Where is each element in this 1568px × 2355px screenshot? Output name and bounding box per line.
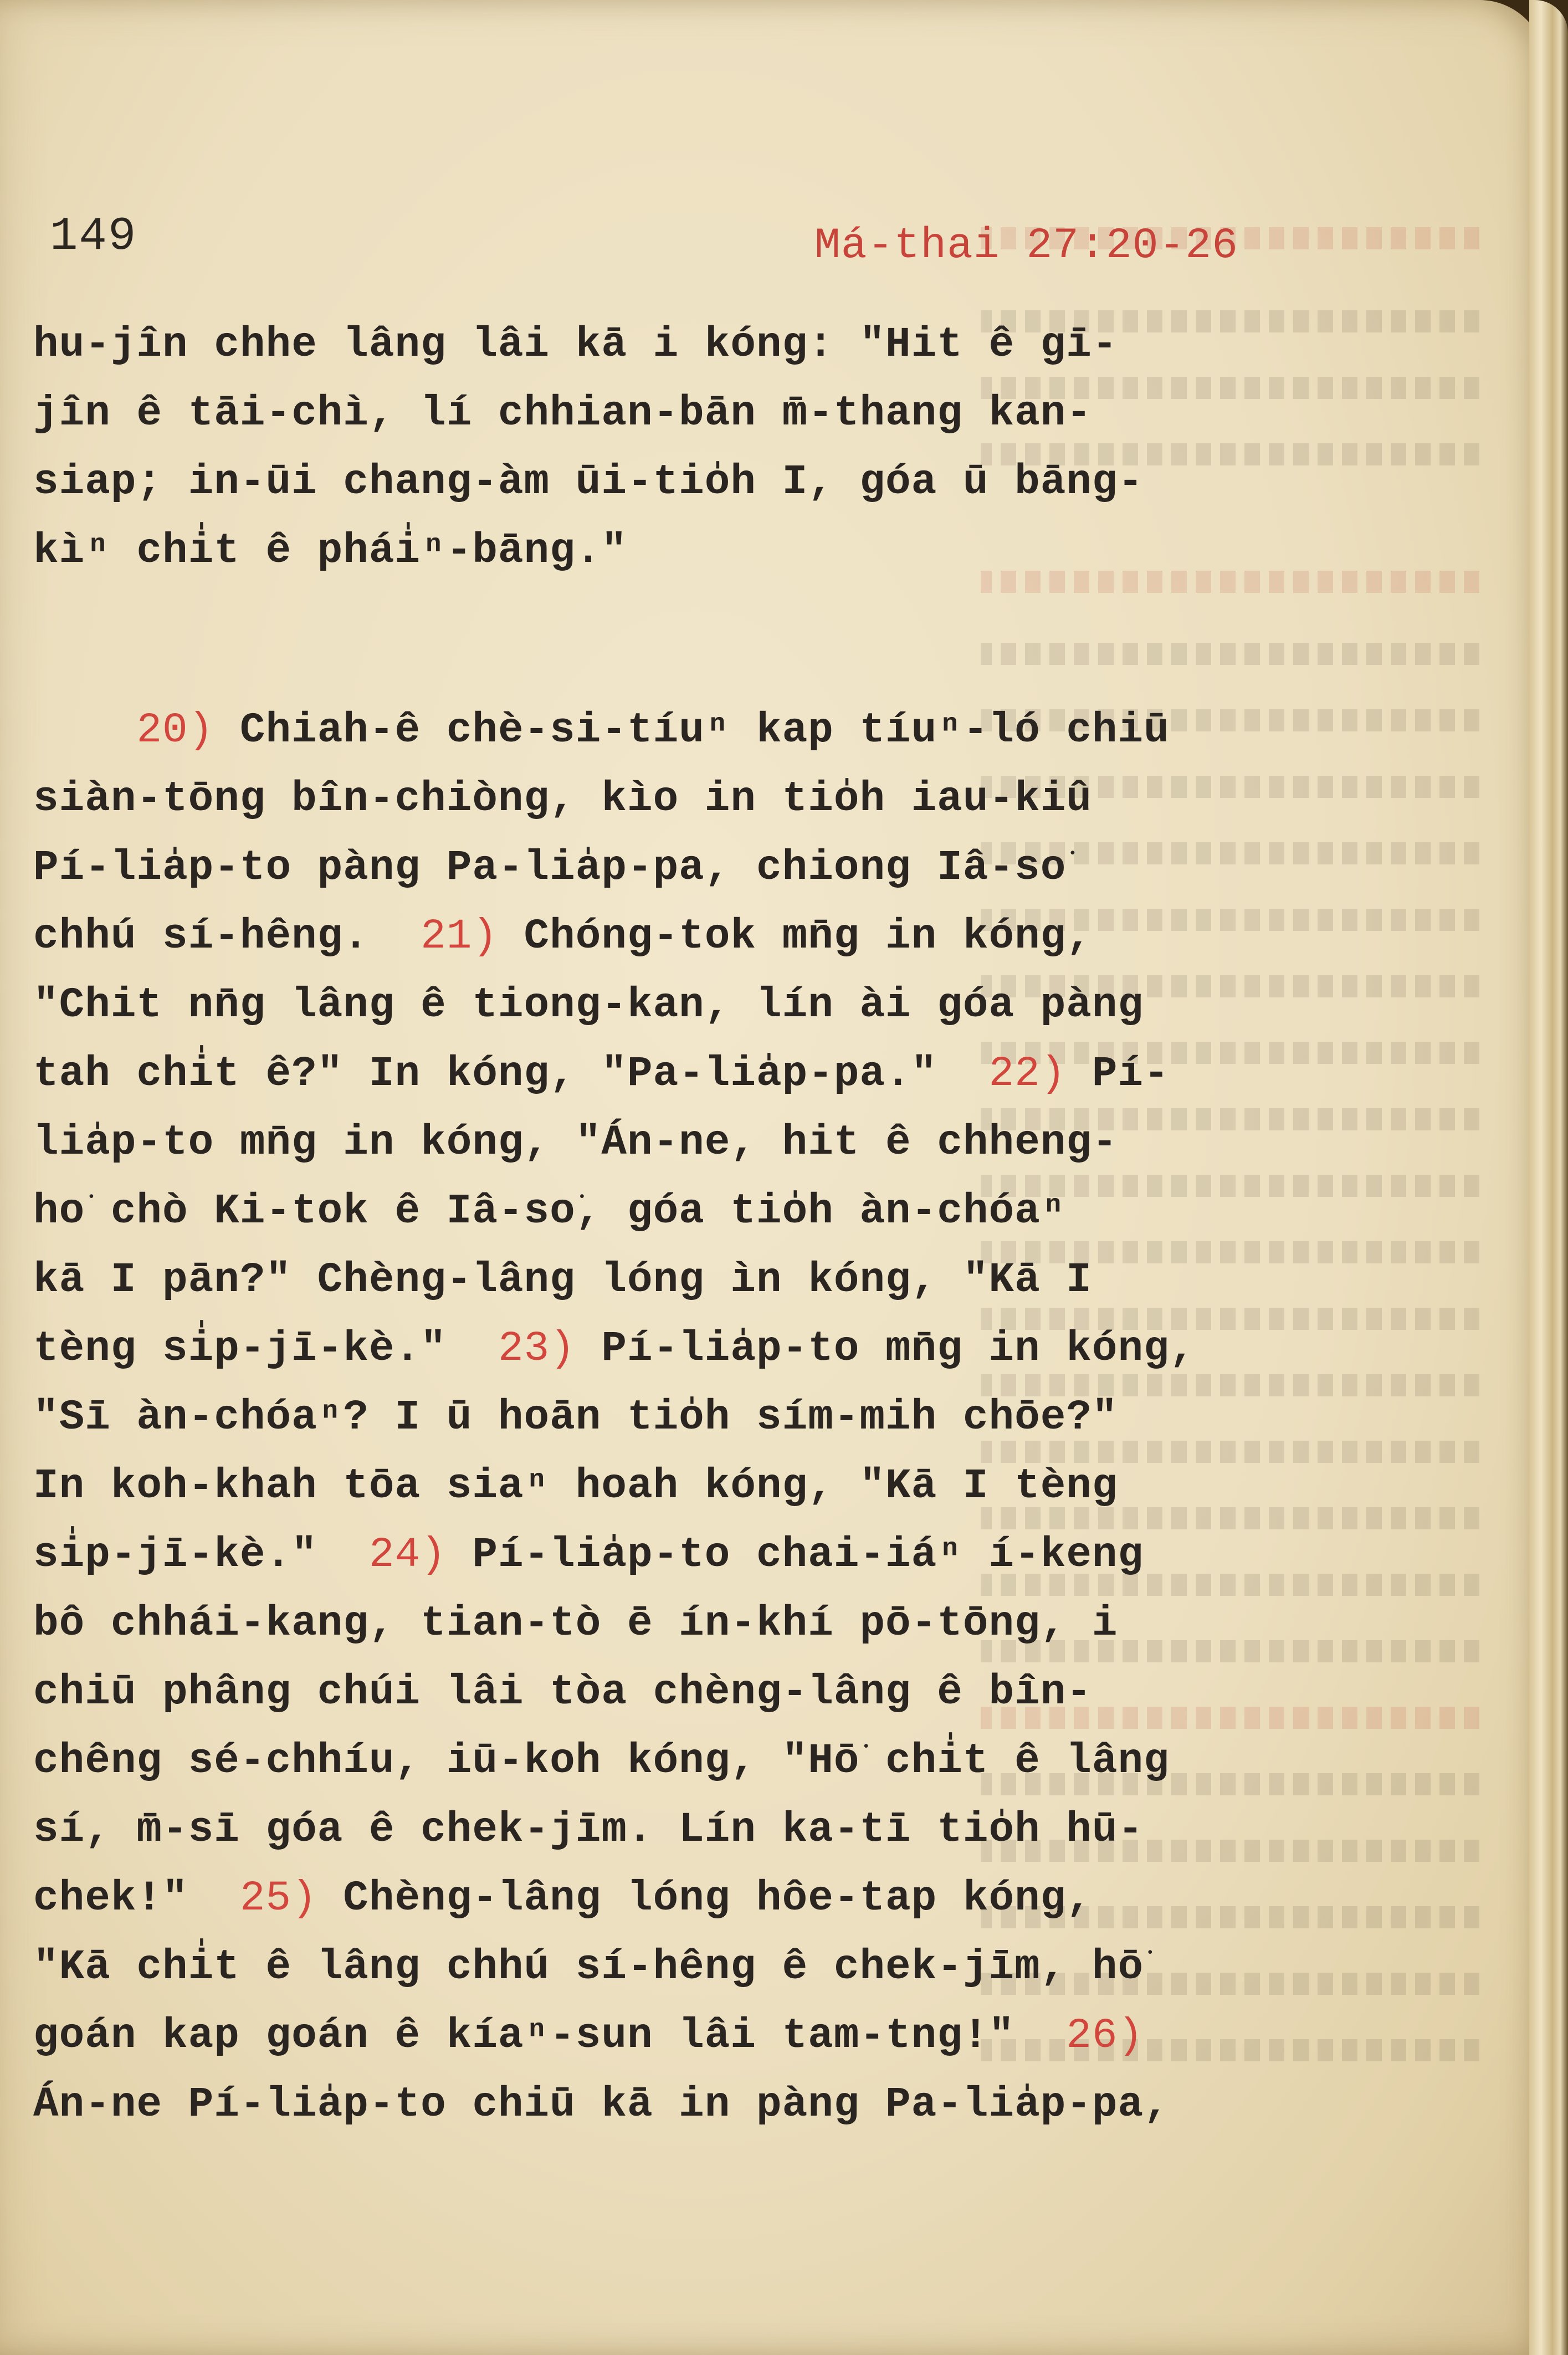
text-line: "Sī àn-chóaⁿ? I ū hoān tio̍h sím-mih chōe?" [33, 1394, 1118, 1441]
text-line: hu-jîn chhe lâng lâi kā i kóng: "Hit ê gī- [33, 321, 1118, 368]
text-line [33, 1314, 1330, 1383]
text-line [33, 902, 1330, 971]
verse-text: chek!" [33, 1875, 240, 1922]
text-line [33, 696, 1330, 765]
text-line [33, 1864, 1330, 1933]
verse-number: 20) [136, 706, 214, 754]
verse-text: Pí- [1066, 1050, 1170, 1098]
text-line [33, 1520, 1330, 1589]
text-line: siap; in-ūi chang-àm ūi-tio̍h I, góa ū bāng- [33, 458, 1144, 506]
verse-text: tah chi̍t ê?" In kóng, "Pa-lia̍p-pa." [33, 1050, 989, 1098]
verse-text: chhú sí-hêng. [33, 913, 421, 960]
text-line: In koh-khah tōa siaⁿ hoah kóng, "Kā I tèng [33, 1462, 1118, 1510]
verse-number: 23) [498, 1325, 576, 1373]
text-line [33, 1040, 1330, 1108]
text-line: chiū phâng chúi lâi tòa chèng-lâng ê bîn- [33, 1668, 1092, 1716]
book-page-edge [1529, 0, 1568, 2355]
text-line: ho͘ chò Ki-tok ê Iâ-so͘, góa tio̍h àn-chóaⁿ [33, 1187, 1067, 1235]
text-line: kìⁿ chi̍t ê phái̍ⁿ-bāng." [33, 527, 627, 575]
text-line: jîn ê tāi-chì, lí chhian-bān m̄-thang kan- [33, 390, 1092, 437]
text-line: "Chit nn̄g lâng ê tiong-kan, lín ài góa pàng [33, 981, 1144, 1029]
verse-text: Pí-lia̍p-to mn̄g in kóng, [575, 1325, 1196, 1373]
verse-number: 21) [421, 913, 498, 960]
text-line: Pí-lia̍p-to pàng Pa-lia̍p-pa, chiong Iâ-so͘ [33, 844, 1067, 892]
verse-number: 22) [988, 1050, 1067, 1098]
running-head: Má-thai 27:20-26 [814, 222, 1238, 270]
verse-number: 26) [1066, 2012, 1144, 2060]
page-number: 149 [50, 211, 137, 263]
verse-text: Pí-lia̍p-to chai-iáⁿ í-keng [446, 1531, 1144, 1579]
verse-text: Chiah-ê chè-si-tíuⁿ kap tíuⁿ-ló chiū [239, 706, 1170, 754]
paragraph-gap [33, 585, 1330, 696]
text-line: sí, m̄-sī góa ê chek-jīm. Lín ka-tī tio̍h hū- [33, 1806, 1144, 1854]
text-line: kā I pān?" Chèng-lâng lóng ìn kóng, "Kā I [33, 1256, 1092, 1304]
verse-text: si̍p-jī-kè." [33, 1531, 369, 1579]
verse-text: tèng si̍p-jī-kè." [33, 1325, 498, 1373]
text-line: Án-ne Pí-lia̍p-to chiū kā in pàng Pa-lia̍p-pa, [33, 2081, 1170, 2128]
text-line: lia̍p-to mn̄g in kóng, "Án-ne, hit ê chheng- [33, 1119, 1118, 1166]
verse-text: goán kap goán ê kíaⁿ-sun lâi tam-tng!" [33, 2012, 1067, 2060]
text-line: siàn-tōng bîn-chiòng, kìo in tio̍h iau-kiû [33, 775, 1092, 823]
text-line: "Kā chi̍t ê lâng chhú sí-hêng ê chek-jīm, hō͘ [33, 1943, 1144, 1991]
text-line: bô chhái-kang, tian-tò ē ín-khí pō-tōng, i [33, 1600, 1118, 1647]
verse-text: Chèng-lâng lóng hôe-tap kóng, [317, 1875, 1092, 1922]
text-line [33, 2001, 1330, 2070]
verse-text: Chóng-tok mn̄g in kóng, [498, 913, 1092, 960]
verse-number: 24) [368, 1531, 447, 1579]
scripture-text [33, 310, 1330, 2139]
text-line: chêng sé-chhíu, iū-koh kóng, "Hō͘ chi̍t ê lâng [33, 1737, 1170, 1785]
verse-number: 25) [239, 1875, 317, 1922]
page-header [50, 211, 1285, 272]
